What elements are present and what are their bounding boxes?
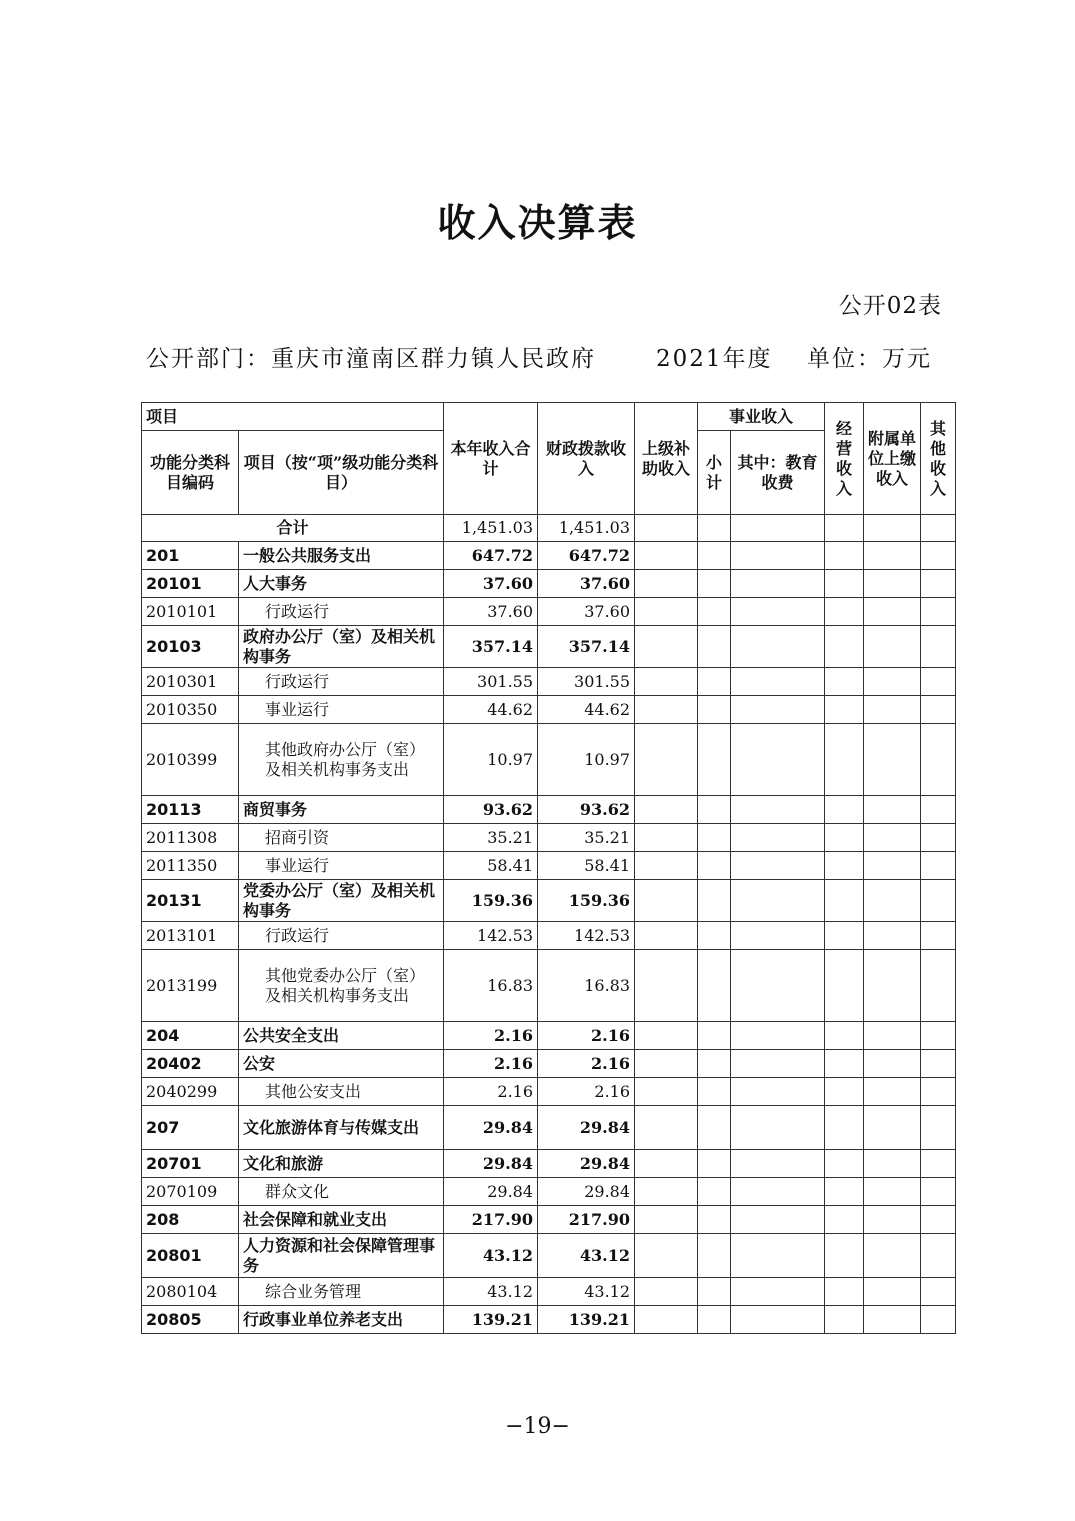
empty-cell [635,724,698,796]
empty-cell [921,626,956,668]
row-fiscal: 2.16 [538,1078,635,1106]
row-total: 29.84 [444,1106,538,1150]
empty-cell [825,696,864,724]
row-name: 行政运行 [239,668,444,696]
empty-cell [825,922,864,950]
empty-cell [921,1178,956,1206]
row-name: 事业运行 [239,696,444,724]
row-name: 人大事务 [239,570,444,598]
page-number: −19− [505,1414,570,1439]
row-name: 事业运行 [239,852,444,880]
empty-cell [864,1178,921,1206]
empty-cell [825,1106,864,1150]
empty-cell [635,1234,698,1278]
empty-cell [921,950,956,1022]
empty-cell [825,824,864,852]
empty-cell [635,1106,698,1150]
header-total: 本年收入合计 [444,403,538,515]
empty-cell [825,852,864,880]
header-business: 事业收入 [698,403,825,431]
empty-cell [731,1022,825,1050]
table-row [142,880,956,922]
empty-cell [698,950,731,1022]
row-fiscal: 301.55 [538,668,635,696]
fiscal-year: 2021年度 [656,346,773,372]
empty-cell [921,1078,956,1106]
row-code: 2010350 [142,696,239,724]
empty-cell [698,696,731,724]
row-total: 139.21 [444,1306,538,1334]
table-row [142,1178,956,1206]
empty-cell [864,668,921,696]
empty-cell [698,724,731,796]
empty-cell [864,1106,921,1150]
row-total: 647.72 [444,542,538,570]
empty-cell [731,1278,825,1306]
total-income: 1,451.03 [444,515,538,542]
header-operating: 经营收入 [825,403,864,515]
row-fiscal: 647.72 [538,542,635,570]
empty-cell [864,880,921,922]
empty-cell [825,1206,864,1234]
header-education: 其中：教育收费 [731,431,825,515]
empty-cell [731,696,825,724]
row-total: 44.62 [444,696,538,724]
empty-cell [864,570,921,598]
empty-cell [698,1234,731,1278]
row-total: 357.14 [444,626,538,668]
row-fiscal: 142.53 [538,922,635,950]
table-row [142,696,956,724]
row-total: 2.16 [444,1078,538,1106]
row-code: 2040299 [142,1078,239,1106]
empty-cell [825,668,864,696]
empty-cell [698,1306,731,1334]
empty-cell [731,1306,825,1334]
row-total: 58.41 [444,852,538,880]
header-name: 项目（按“项”级功能分类科目） [239,431,444,515]
row-name: 一般公共服务支出 [239,542,444,570]
empty-cell [921,824,956,852]
table-row [142,570,956,598]
row-total: 217.90 [444,1206,538,1234]
row-code: 207 [142,1106,239,1150]
empty-cell [731,1234,825,1278]
row-fiscal: 37.60 [538,570,635,598]
empty-cell [864,824,921,852]
row-name: 行政事业单位养老支出 [239,1306,444,1334]
header-subtotal: 小计 [698,431,731,515]
empty-cell [731,1178,825,1206]
row-fiscal: 29.84 [538,1106,635,1150]
empty-cell [731,724,825,796]
empty-cell [825,796,864,824]
row-name: 群众文化 [239,1178,444,1206]
empty-cell [825,542,864,570]
row-name: 党委办公厅（室）及相关机构事务 [239,880,444,922]
row-code: 204 [142,1022,239,1050]
empty-cell [864,1306,921,1334]
row-code: 20131 [142,880,239,922]
row-fiscal: 29.84 [538,1178,635,1206]
empty-cell [921,922,956,950]
empty-cell [825,1306,864,1334]
empty-cell [921,880,956,922]
total-fiscal: 1,451.03 [538,515,635,542]
empty-cell [921,1150,956,1178]
row-name: 社会保障和就业支出 [239,1206,444,1234]
row-fiscal: 10.97 [538,724,635,796]
empty-cell [825,626,864,668]
header-item: 项目 [142,403,444,431]
row-fiscal: 16.83 [538,950,635,1022]
empty-cell [698,1050,731,1078]
row-name: 其他党委办公厅（室）及相关机构事务支出 [239,950,444,1022]
empty-cell [921,542,956,570]
empty-cell [635,1078,698,1106]
empty-cell [698,626,731,668]
row-fiscal: 43.12 [538,1234,635,1278]
empty-cell [698,570,731,598]
table-row [142,1234,956,1278]
row-fiscal: 217.90 [538,1206,635,1234]
empty-cell [731,570,825,598]
row-total: 93.62 [444,796,538,824]
row-name: 文化和旅游 [239,1150,444,1178]
header-code: 功能分类科目编码 [142,431,239,515]
empty-cell [825,950,864,1022]
empty-cell [864,542,921,570]
page-title: 收入决算表 [437,200,638,245]
form-number: 公开02表 [838,293,942,319]
empty-cell [698,542,731,570]
row-name: 文化旅游体育与传媒支出 [239,1106,444,1150]
empty-cell [635,1278,698,1306]
empty-cell [921,852,956,880]
empty-cell [864,724,921,796]
row-total: 2.16 [444,1050,538,1078]
empty-cell [731,598,825,626]
empty-cell [698,1150,731,1178]
empty-cell [731,796,825,824]
empty-cell [635,668,698,696]
empty-cell [731,880,825,922]
table-row [142,852,956,880]
empty-cell [864,950,921,1022]
empty-cell [731,542,825,570]
empty-cell [864,852,921,880]
row-fiscal: 44.62 [538,696,635,724]
row-code: 20113 [142,796,239,824]
table-row [142,950,956,1022]
table-row [142,824,956,852]
header-fiscal: 财政拨款收入 [538,403,635,515]
table-row [142,598,956,626]
row-fiscal: 2.16 [538,1022,635,1050]
empty-cell [921,1306,956,1334]
empty-cell [864,922,921,950]
empty-cell [864,1150,921,1178]
empty-cell [635,796,698,824]
row-name: 政府办公厅（室）及相关机构事务 [239,626,444,668]
row-code: 2010101 [142,598,239,626]
row-fiscal: 357.14 [538,626,635,668]
row-name: 人力资源和社会保障管理事务 [239,1234,444,1278]
empty-cell [864,626,921,668]
empty-cell [825,1078,864,1106]
empty-cell [698,796,731,824]
empty-cell [864,696,921,724]
empty-cell [825,570,864,598]
empty-cell [864,598,921,626]
row-code: 2010301 [142,668,239,696]
empty-cell [731,1050,825,1078]
empty-cell [825,1050,864,1078]
row-total: 16.83 [444,950,538,1022]
empty-cell [921,570,956,598]
row-fiscal: 159.36 [538,880,635,922]
row-total: 37.60 [444,570,538,598]
empty-cell [698,1106,731,1150]
empty-cell [698,1178,731,1206]
row-total: 37.60 [444,598,538,626]
row-code: 2070109 [142,1178,239,1206]
empty-cell [731,1150,825,1178]
empty-cell [921,696,956,724]
empty-cell [921,1022,956,1050]
empty-cell [731,668,825,696]
table-row [142,1206,956,1234]
empty-cell [825,1234,864,1278]
table-row [142,1306,956,1334]
table-row [142,542,956,570]
row-total: 43.12 [444,1278,538,1306]
row-code: 2013101 [142,922,239,950]
empty-cell [635,950,698,1022]
row-total: 43.12 [444,1234,538,1278]
empty-cell [921,668,956,696]
empty-cell [635,824,698,852]
row-total: 142.53 [444,922,538,950]
row-code: 2011350 [142,852,239,880]
empty-cell [921,724,956,796]
empty-cell [635,922,698,950]
empty-cell [864,1234,921,1278]
table-row [142,1150,956,1178]
empty-cell [731,950,825,1022]
empty-cell [698,1206,731,1234]
row-code: 20801 [142,1234,239,1278]
empty-cell [825,598,864,626]
row-name: 其他政府办公厅（室）及相关机构事务支出 [239,724,444,796]
empty-cell [921,1050,956,1078]
empty-cell [864,1078,921,1106]
empty-cell [635,852,698,880]
empty-cell [825,1178,864,1206]
unit-label: 单位：万元 [807,346,932,372]
row-code: 208 [142,1206,239,1234]
row-fiscal: 2.16 [538,1050,635,1078]
row-name: 商贸事务 [239,796,444,824]
empty-cell [698,1078,731,1106]
row-fiscal: 58.41 [538,852,635,880]
row-code: 20103 [142,626,239,668]
table-row [142,922,956,950]
empty-cell [731,922,825,950]
empty-cell [731,626,825,668]
row-code: 20101 [142,570,239,598]
empty-cell [731,1106,825,1150]
income-table [141,402,956,1334]
header-affiliated: 附属单位上缴收入 [864,403,921,515]
empty-cell [698,668,731,696]
empty-cell [635,1178,698,1206]
empty-cell [635,1050,698,1078]
empty-cell [635,1022,698,1050]
empty-cell [921,1234,956,1278]
empty-cell [825,880,864,922]
table-row [142,796,956,824]
row-fiscal: 37.60 [538,598,635,626]
empty-cell [635,626,698,668]
row-code: 2013199 [142,950,239,1022]
row-name: 其他公安支出 [239,1078,444,1106]
table-row [142,668,956,696]
table-row [142,626,956,668]
row-fiscal: 29.84 [538,1150,635,1178]
empty-cell [731,852,825,880]
row-total: 29.84 [444,1150,538,1178]
row-fiscal: 139.21 [538,1306,635,1334]
empty-cell [864,1278,921,1306]
empty-cell [864,1050,921,1078]
department-label: 公开部门：重庆市潼南区群力镇人民政府 [146,346,596,372]
empty-cell [731,1206,825,1234]
total-label: 合计 [142,515,444,542]
empty-cell [635,1306,698,1334]
table-row [142,1022,956,1050]
row-total: 301.55 [444,668,538,696]
header-other: 其他收入 [921,403,956,515]
row-code: 2011308 [142,824,239,852]
row-name: 行政运行 [239,598,444,626]
empty-cell [825,1278,864,1306]
row-code: 2010399 [142,724,239,796]
row-code: 201 [142,542,239,570]
empty-cell [698,880,731,922]
empty-cell [698,1278,731,1306]
empty-cell [698,1022,731,1050]
row-code: 20701 [142,1150,239,1178]
empty-cell [698,852,731,880]
row-name: 综合业务管理 [239,1278,444,1306]
empty-cell [635,1206,698,1234]
row-name: 公安 [239,1050,444,1078]
row-total: 29.84 [444,1178,538,1206]
table-row [142,724,956,796]
empty-cell [864,1022,921,1050]
empty-cell [921,598,956,626]
empty-cell [921,796,956,824]
empty-cell [825,1150,864,1178]
row-code: 20402 [142,1050,239,1078]
empty-cell [635,542,698,570]
table-row [142,1278,956,1306]
total-row [142,515,956,542]
row-total: 159.36 [444,880,538,922]
empty-cell [635,696,698,724]
row-code: 20805 [142,1306,239,1334]
table-row [142,1106,956,1150]
empty-cell [864,1206,921,1234]
header-superior: 上级补助收入 [635,403,698,515]
row-fiscal: 43.12 [538,1278,635,1306]
row-name: 行政运行 [239,922,444,950]
empty-cell [731,824,825,852]
empty-cell [921,1106,956,1150]
row-total: 35.21 [444,824,538,852]
empty-cell [921,1278,956,1306]
row-name: 招商引资 [239,824,444,852]
row-total: 10.97 [444,724,538,796]
row-total: 2.16 [444,1022,538,1050]
empty-cell [635,880,698,922]
empty-cell [731,1078,825,1106]
empty-cell [635,570,698,598]
table-row [142,1078,956,1106]
empty-cell [698,598,731,626]
empty-cell [635,1150,698,1178]
row-fiscal: 93.62 [538,796,635,824]
row-code: 2080104 [142,1278,239,1306]
empty-cell [698,922,731,950]
table-row [142,1050,956,1078]
empty-cell [698,824,731,852]
empty-cell [825,724,864,796]
empty-cell [864,796,921,824]
empty-cell [635,598,698,626]
row-name: 公共安全支出 [239,1022,444,1050]
row-fiscal: 35.21 [538,824,635,852]
empty-cell [921,1206,956,1234]
empty-cell [825,1022,864,1050]
